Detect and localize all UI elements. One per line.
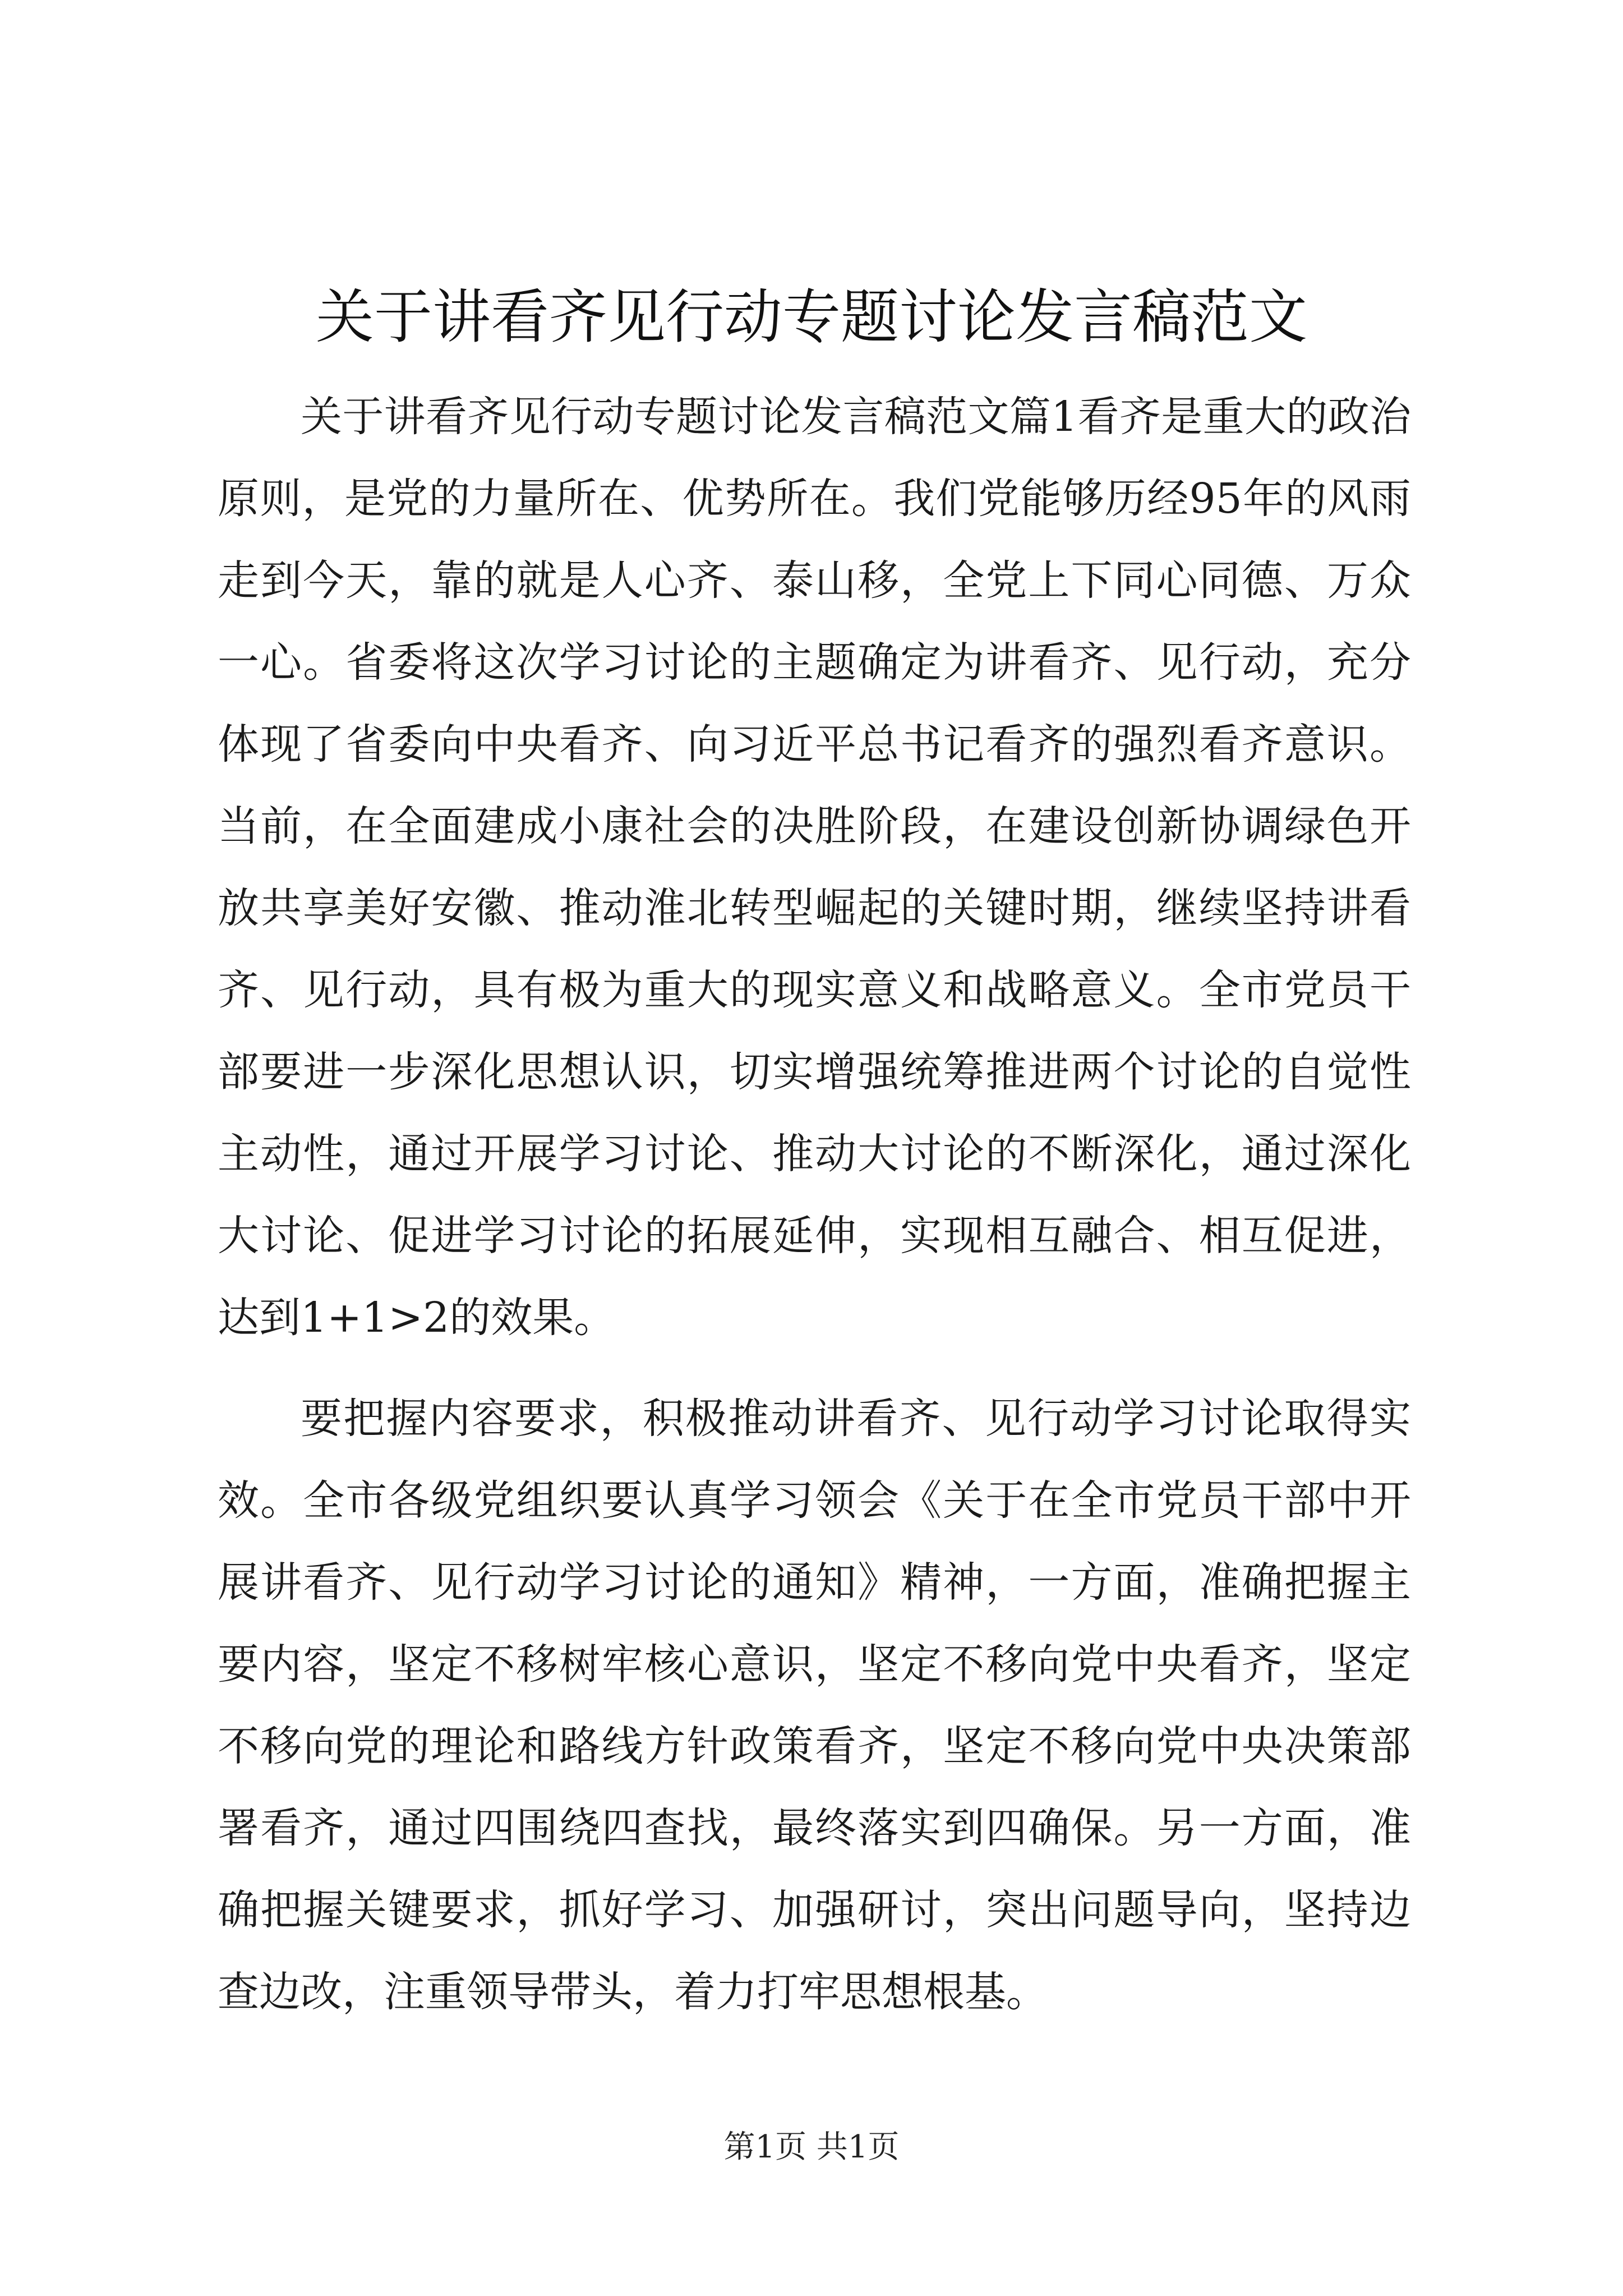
document-title: 关于讲看齐见行动专题讨论发言稿范文 <box>315 283 1307 351</box>
paragraph-2: 要把握内容要求，积极推动讲看齐、见行动学习讨论取得实效。全市各级党组织要认真学习领会《关于在全市党员干部中开展讲看齐、见行动学习讨论的通知》精神，一方面，准确把握主要内容，坚定不移树牢核心意识，坚定不移向党中央看齐，坚定不移向党的理论和路线方针政策看齐，坚定不移向党中央决策部署看齐，通过四围绕四查找，最终落实到四确保。另一方面，准确把握关键要求，抓好学习、加强研讨，突出问题导向，坚持边查边改，注重领导带头，着力打牢思想根基。 <box>218 1395 1411 2016</box>
document-body <box>218 376 1411 2052</box>
paragraph-1: 关于讲看齐见行动专题讨论发言稿范文篇1看齐是重大的政治原则，是党的力量所在、优势所在。我们党能够历经95年的风雨走到今天，靠的就是人心齐、泰山移，全党上下同心同德、万众一心。省委将这次学习讨论的主题确定为讲看齐、见行动，充分体现了省委向中央看齐、向习近平总书记看齐的强烈看齐意识。当前，在全面建成小康社会的决胜阶段，在建设创新协调绿色开放共享美好安徽、推动淮北转型崛起的关键时期，继续坚持讲看齐、见行动，具有极为重大的现实意义和战略意义。全市党员干部要进一步深化思想认识，切实增强统筹推进两个讨论的自觉性主动性，通过开展学习讨论、推动大讨论的不断深化，通过深化大讨论、促进学习讨论的拓展延伸，实现相互融合、相互促进，达到1+1>2的效果。 <box>218 393 1411 1342</box>
page-number-footer: 第1页 共1页 <box>723 2129 900 2165</box>
